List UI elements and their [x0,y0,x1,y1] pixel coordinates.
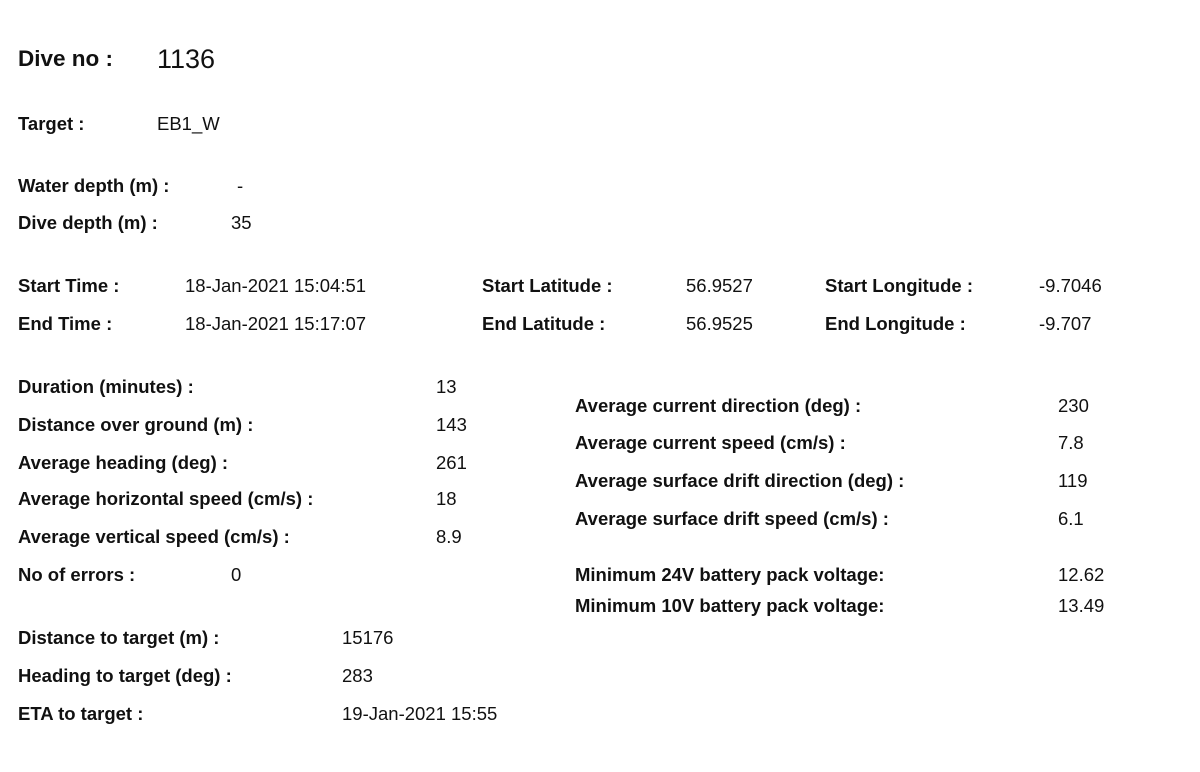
min-24v-battery-value: 12.62 [1058,564,1105,585]
average-current-speed-value: 7.8 [1058,432,1084,453]
start-longitude-label: Start Longitude : [825,275,973,296]
errors-label: No of errors : [18,564,136,585]
min-10v-battery-value: 13.49 [1058,595,1105,616]
start-latitude-label: Start Latitude : [482,275,613,296]
water-depth-label: Water depth (m) : [18,175,170,196]
target-label: Target : [18,113,85,134]
average-horizontal-speed-value: 18 [436,488,457,509]
min-24v-battery-label: Minimum 24V battery pack voltage: [575,564,885,585]
dive-no-value: 1136 [157,44,216,74]
end-time-value: 18-Jan-2021 15:17:07 [185,313,367,334]
end-time-label: End Time : [18,313,113,334]
duration-label: Duration (minutes) : [18,376,194,397]
target-value: EB1_W [157,113,220,134]
dive-depth-value: 35 [231,212,252,233]
heading-to-target-value: 283 [342,665,373,686]
min-10v-battery-label: Minimum 10V battery pack voltage: [575,595,885,616]
eta-to-target-label: ETA to target : [18,703,144,724]
start-time-label: Start Time : [18,275,120,296]
start-time-value: 18-Jan-2021 15:04:51 [185,275,367,296]
average-heading-label: Average heading (deg) : [18,452,229,473]
start-longitude-value: -9.7046 [1039,275,1102,296]
average-surface-drift-speed-value: 6.1 [1058,508,1084,529]
average-surface-drift-speed-label: Average surface drift speed (cm/s) : [575,508,889,529]
distance-over-ground-label: Distance over ground (m) : [18,414,254,435]
start-latitude-value: 56.9527 [686,275,753,296]
distance-to-target-label: Distance to target (m) : [18,627,220,648]
distance-over-ground-value: 143 [436,414,467,435]
water-depth-value: - [237,175,244,196]
errors-value: 0 [231,564,242,585]
average-vertical-speed-label: Average vertical speed (cm/s) : [18,526,290,547]
average-surface-drift-direction-label: Average surface drift direction (deg) : [575,470,905,491]
eta-to-target-value: 19-Jan-2021 15:55 [342,703,498,724]
average-vertical-speed-value: 8.9 [436,526,462,547]
average-surface-drift-direction-value: 119 [1058,470,1088,491]
end-longitude-label: End Longitude : [825,313,966,334]
dive-depth-label: Dive depth (m) : [18,212,158,233]
average-current-direction-label: Average current direction (deg) : [575,395,862,416]
end-latitude-value: 56.9525 [686,313,753,334]
dive-no-label: Dive no : [18,46,114,71]
average-current-speed-label: Average current speed (cm/s) : [575,432,846,453]
end-latitude-label: End Latitude : [482,313,606,334]
distance-to-target-value: 15176 [342,627,394,648]
average-heading-value: 261 [436,452,467,473]
end-longitude-value: -9.707 [1039,313,1092,334]
heading-to-target-label: Heading to target (deg) : [18,665,232,686]
average-horizontal-speed-label: Average horizontal speed (cm/s) : [18,488,314,509]
duration-value: 13 [436,376,457,397]
average-current-direction-value: 230 [1058,395,1089,416]
